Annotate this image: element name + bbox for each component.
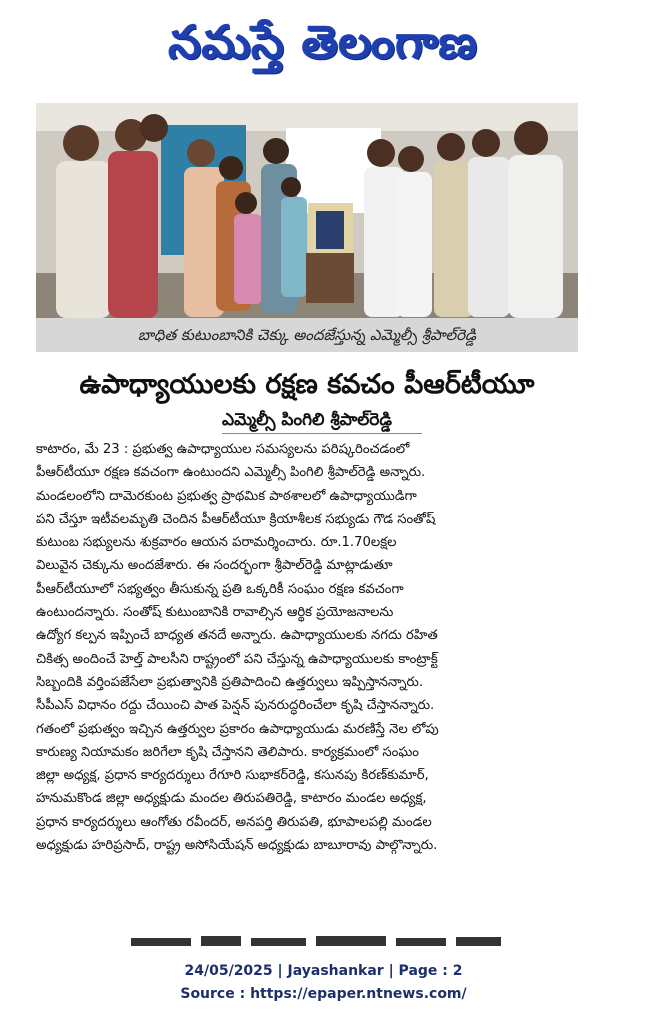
article-line: ప్రధాన కార్యదర్శులు ఆంగోతు రవీందర్, అనపర్తి తిరుపతి, భూపాలపల్లి మండల [36, 814, 432, 830]
article-line: గతంలో ప్రభుత్వం ఇచ్చిన ఉత్తర్వుల ప్రకారం ఉపాధ్యాయుడు మరణిస్తే నెల లోపు [36, 721, 439, 737]
byline-divider [222, 433, 422, 434]
article-line: ఉద్యోగ కల్పన ఇప్పించే బాధ్యత తనదే అన్నారు. ఉపాధ్యాయులకు నగదు రహిత [36, 628, 438, 644]
group-photo-icon [36, 103, 578, 318]
cropped-text-icon [36, 932, 578, 946]
article-line: అధ్యక్షుడు హరిప్రసాద్, రాష్ట్ర అసోసియేషన్ అధ్యక్షుడు బాబూరావు పాల్గొన్నారు. [36, 838, 438, 854]
headline: ఉపాధ్యాయులకు రక్షణ కవచం పీఆర్‌టీయూ [79, 369, 535, 400]
article-line: మండలంలోని దామెరకుంట ప్రభుత్వ ప్రాథమిక పాఠశాలలో ఉపాధ్యాయుడిగా [36, 488, 417, 504]
article-line: పీఆర్‌టీయూ రక్షణ కవచంగా ఉంటుందని ఎమ్మెల్సీ పింగిలి శ్రీపాల్‌రెడ్డి అన్నారు. [36, 465, 426, 481]
photo-caption: బాధిత కుటుంబానికి చెక్కు అందజేస్తున్న ఎమ్మెల్సీ శ్రీపాల్‌రెడ్డి [36, 318, 578, 352]
news-photo [36, 103, 578, 318]
article-line: పని చేస్తూ ఇటీవలమృతి చెందిన పీఆర్‌టీయూ క్రియాశీలక సభ్యుడు గౌడ సంతోష్ [36, 511, 436, 527]
article-line: సిబ్బందికి వర్తింపజేసేలా ప్రభుత్వానికి ప్రతిపాదించి ఉత్తర్వులు ఇప్పిస్తానన్నారు. [36, 674, 424, 690]
cropped-next-headline [36, 932, 578, 946]
article-line: కాటారం, మే 23 : ప్రభుత్వ ఉపాధ్యాయుల సమస్యలను పరిష్కరించడంలో [36, 442, 410, 457]
article-line: హనుమకొండ జిల్లా అధ్యక్షుడు మందల తిరుపతిరెడ్డి, కాటారం మండల అధ్యక్ష, [36, 791, 427, 807]
article-line: జిల్లా అధ్యక్ష, ప్రధాన కార్యదర్శులు రేగూరి సుభాకర్‌రెడ్డి, కసునపు కిరణ్‌కుమార్, [36, 768, 429, 784]
footer-source-link[interactable]: Source : https://epaper.ntnews.com/ [180, 986, 467, 1002]
byline: ఎమ్మెల్సీ పింగిలి శ్రీపాల్‌రెడ్డి [222, 410, 392, 430]
article-line: సీపీఎస్ విధానం రద్దు చేయించి పాత పెన్షన్ పునరుద్ధరించేలా కృషి చేస్తానన్నారు. [36, 698, 435, 714]
article-line: చికిత్స అందించే హెల్త్ పాలసీని రాష్ట్రంలో పని చేస్తున్న ఉపాధ్యాయులకు కాంట్రాక్ట్ [36, 651, 438, 667]
article-line: పీఆర్‌టీయూలో సభ్యత్వం తీసుకున్న ప్రతి ఒక్కరికీ సంఘం రక్షణ కవచంగా [36, 581, 404, 597]
article-line: విలువైన చెక్కును అందజేశారు. ఈ సందర్భంగా శ్రీపాల్‌రెడ్డి మాట్లాడుతూ [36, 558, 393, 574]
article-line: కారుణ్య నియామకం జరిగేలా కృషి చేస్తానని తెలిపారు. కార్యక్రమంలో సంఘం [36, 744, 419, 760]
article-body [36, 438, 608, 857]
masthead-title: నమస్తే తెలంగాణ [168, 15, 479, 69]
footer-date-line: 24/05/2025 | Jayashankar | Page : 2 [184, 963, 463, 979]
article-line: కుటుంబ సభ్యులను శుక్రవారం ఆయన పరామర్శించారు. రూ.1.70లక్షల [36, 535, 397, 551]
article-line: ఉంటుందన్నారు. సంతోష్ కుటుంబానికి రావాల్సిన ఆర్థిక ప్రయోజనాలను [36, 605, 394, 621]
